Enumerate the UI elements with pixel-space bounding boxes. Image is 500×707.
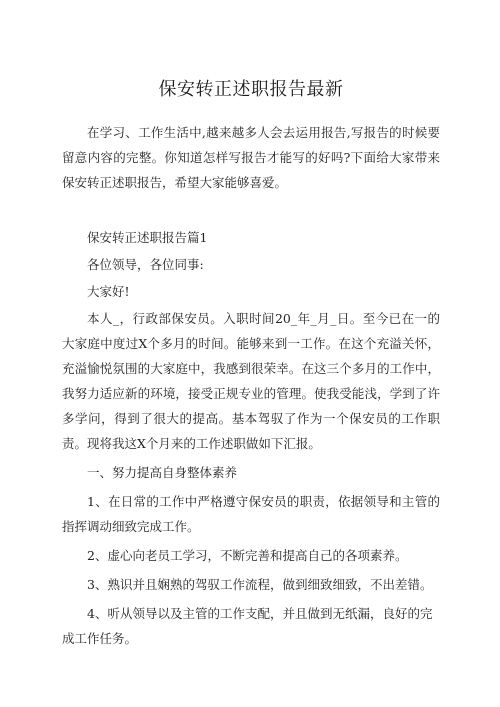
greeting: 大家好! bbox=[87, 284, 130, 299]
list-item-continuation: 成工作任务。 bbox=[62, 631, 138, 646]
list-item: 4、听从领导以及主管的工作支配，并且做到无纸漏，良好的完 bbox=[87, 606, 433, 621]
salutation: 各位领导，各位同事: bbox=[87, 257, 204, 272]
intro-paragraph: 在学习、工作生活中,越来越多人会去运用报告,写报告的时候要留意内容的完整。你知道怎样写报告才能写的好吗?下面给大家带来保安转正述职报告，希望大家能够喜爱。 bbox=[62, 125, 440, 190]
body-paragraph: 本人_，行政部保安员。入职时间20_年_月_日。至今已在一的大家庭中度过X个多月的时间。能够来到一工作。在这个充溢关怀，充溢愉悦氛围的大家庭中，我感到很荣幸。在这三个多月的工作中，我努力适应新的环境，接受正规专业的管理。使我受能浅，学到了许多学问，得到了很大的提高。基本驾驭了作为一个保安员的工作职责。现将我这X个月来的工作述职做如下汇报。 bbox=[62, 311, 440, 451]
list-item: 1、在日常的工作中严格遵守保安员的职责，依据领导和主管的指挥调动细致完成工作。 bbox=[62, 494, 440, 534]
heading-one: 一、努力提高自身整体素养 bbox=[87, 465, 238, 480]
section-title: 保安转正述职报告篇1 bbox=[87, 230, 208, 245]
list-item: 2、虚心向老员工学习，不断完善和提高自己的各项素养。 bbox=[87, 548, 408, 563]
list-item: 3、熟识并且娴熟的驾驭工作流程，做到细致细致，不出差错。 bbox=[87, 577, 433, 592]
document-title: 保安转正述职报告最新 bbox=[158, 79, 344, 100]
